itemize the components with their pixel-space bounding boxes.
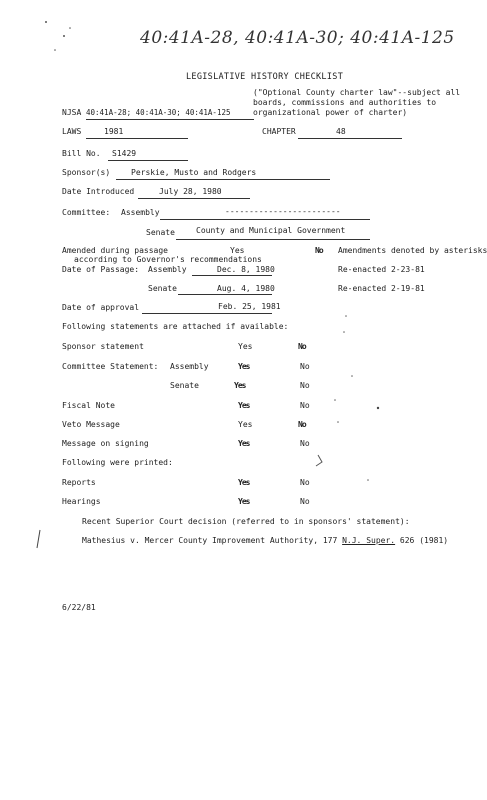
- sponsor-statement-label: Sponsor statement: [62, 342, 144, 351]
- fiscal-note-label: Fiscal Note: [62, 401, 115, 410]
- chapter-value: 48: [336, 127, 346, 136]
- speck: [367, 479, 369, 481]
- sponsor-label: Sponsor(s): [62, 168, 111, 177]
- committee-assembly-value: ------------------------: [225, 207, 341, 216]
- subject-note-line-2: boards, commissions and authorities to: [253, 98, 437, 107]
- amended-no-struck: No: [315, 246, 323, 255]
- passage-assembly-underline: [192, 275, 272, 276]
- sponsor-statement-no-struck: No: [298, 342, 306, 351]
- njsa-underline: [86, 119, 254, 120]
- veto-message-no-struck: No: [298, 420, 306, 429]
- committee-assembly-label: Assembly: [121, 208, 160, 217]
- following-attached-heading: Following statements are attached if available:: [62, 322, 289, 331]
- chapter-underline: [298, 138, 402, 139]
- bill-underline: [108, 160, 188, 161]
- laws-label: LAWS: [62, 127, 82, 136]
- cs-assembly-label: Assembly: [170, 362, 209, 371]
- passage-assembly-value: Dec. 8, 1980: [217, 265, 275, 274]
- laws-value: 1981: [104, 127, 124, 136]
- veto-message-yes: Yes: [238, 420, 253, 429]
- cs-senate-no: No: [300, 381, 310, 390]
- bill-value: S1429: [112, 149, 137, 158]
- committee-senate-value: County and Municipal Government: [196, 226, 346, 235]
- reports-no: No: [300, 478, 310, 487]
- cs-assembly-yes-struck: Yes: [238, 362, 250, 371]
- cs-senate-label: Senate: [170, 381, 199, 390]
- committee-label: Committee:: [62, 208, 111, 217]
- speck: [343, 331, 345, 333]
- committee-senate-label: Senate: [146, 228, 175, 237]
- date-introduced-label: Date Introduced: [62, 187, 135, 196]
- date-introduced-value: July 28, 1980: [159, 187, 222, 196]
- sponsor-statement-yes: Yes: [238, 342, 253, 351]
- page-title: LEGISLATIVE HISTORY CHECKLIST: [186, 72, 344, 82]
- amended-yes: Yes: [230, 246, 245, 255]
- subject-note-line-1: ("Optional County charter law"--subject all: [253, 88, 461, 97]
- committee-statement-label: Committee Statement:: [62, 362, 159, 371]
- footer-date: 6/22/81: [62, 603, 96, 612]
- hearings-no: No: [300, 497, 310, 506]
- speck: [334, 399, 336, 401]
- bill-label: Bill No.: [62, 149, 101, 158]
- reports-label: Reports: [62, 478, 96, 487]
- hearings-label: Hearings: [62, 497, 101, 506]
- speck: [45, 21, 47, 23]
- recent-decision-text: Recent Superior Court decision (referred to in sponsors' statement):: [82, 517, 410, 526]
- subject-note-line-3: organizational power of charter): [253, 108, 408, 117]
- passage-senate-label: Senate: [148, 284, 177, 293]
- sponsor-underline: [116, 179, 330, 180]
- date-introduced-underline: [138, 198, 250, 199]
- speck: [351, 375, 353, 377]
- passage-assembly-label: Assembly: [148, 265, 187, 274]
- message-signing-yes-struck: Yes: [238, 439, 250, 448]
- veto-message-label: Veto Message: [62, 420, 120, 429]
- date-approval-value: Feb. 25, 1981: [218, 302, 281, 311]
- njsa-label: NJSA: [62, 108, 82, 117]
- passage-senate-underline: [178, 294, 272, 295]
- speck: [63, 35, 65, 37]
- cs-assembly-no: No: [300, 362, 310, 371]
- speck: [69, 27, 71, 29]
- speck: [377, 407, 379, 409]
- passage-senate-value: Aug. 4, 1980: [217, 284, 275, 293]
- speck: [337, 421, 339, 423]
- sponsor-value: Perskie, Musto and Rodgers: [131, 168, 257, 177]
- following-printed-heading: Following were printed:: [62, 458, 173, 467]
- date-passage-label: Date of Passage:: [62, 265, 140, 274]
- fiscal-note-yes-struck: Yes: [238, 401, 250, 410]
- governor-note: according to Governor's recommendations: [74, 255, 262, 264]
- amendments-note: Amendments denoted by asterisks: [338, 246, 487, 255]
- case-citation: [82, 536, 448, 546]
- margin-squiggle: [316, 455, 322, 466]
- amended-label: Amended during passage: [62, 246, 168, 255]
- case-reporter: N.J. Super.: [342, 536, 396, 545]
- date-approval-label: Date of approval: [62, 303, 140, 312]
- speck: [345, 315, 347, 317]
- reenacted-assembly: Re-enacted 2-23-81: [338, 265, 425, 274]
- case-suffix: 626 (1981): [399, 536, 449, 545]
- cs-senate-yes-struck: Yes: [234, 381, 246, 390]
- chapter-label: CHAPTER: [262, 127, 296, 136]
- reports-yes-struck: Yes: [238, 478, 250, 487]
- laws-underline: [86, 138, 188, 139]
- reenacted-senate: Re-enacted 2-19-81: [338, 284, 425, 293]
- date-approval-underline: [142, 313, 272, 314]
- hearings-yes-struck: Yes: [238, 497, 250, 506]
- speck: [54, 49, 56, 51]
- fiscal-note-no: No: [300, 401, 310, 410]
- margin-mark-left: [37, 530, 40, 548]
- committee-senate-underline: [176, 239, 370, 240]
- committee-assembly-underline: [160, 219, 370, 220]
- handwritten-statute-numbers: 40:41A-28, 40:41A-30; 40:41A-125: [140, 28, 455, 48]
- case-prefix: Mathesius v. Mercer County Improvement Authority, 177: [82, 536, 338, 545]
- njsa-value: 40:41A-28; 40:41A-30; 40:41A-125: [86, 108, 231, 117]
- message-signing-no: No: [300, 439, 310, 448]
- message-signing-label: Message on signing: [62, 439, 149, 448]
